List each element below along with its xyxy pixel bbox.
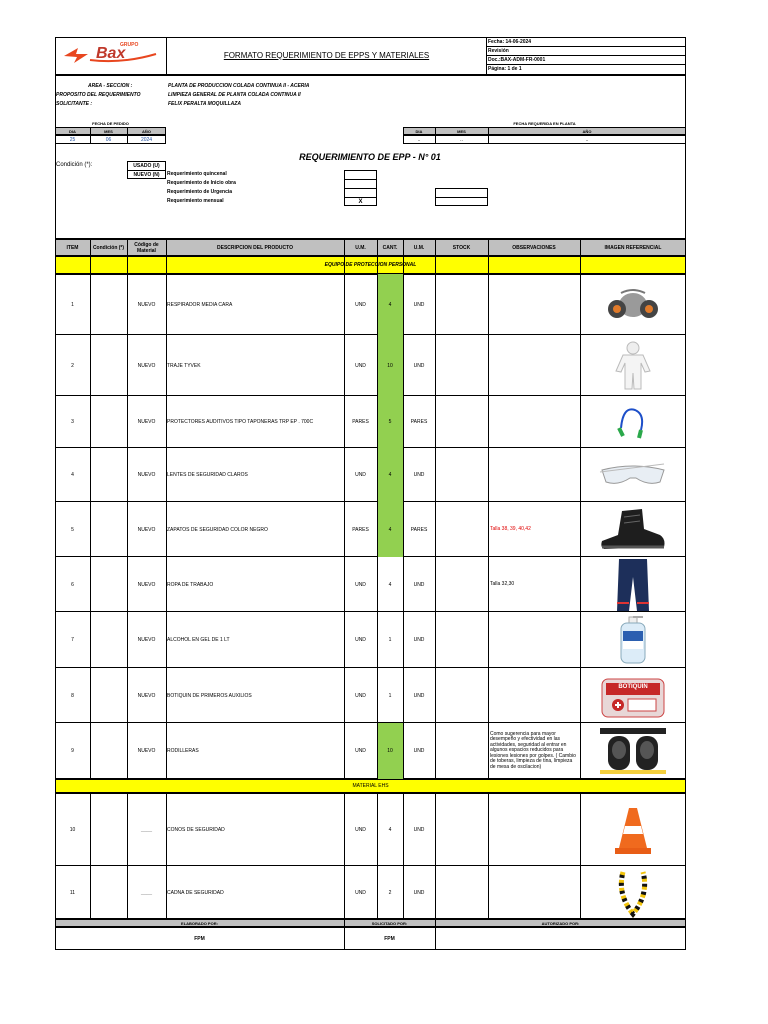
row-obs bbox=[488, 396, 580, 448]
row-cant: 1 bbox=[388, 692, 392, 699]
row-um: UND bbox=[355, 472, 366, 478]
condicion-usado: USADO (U) bbox=[133, 162, 160, 169]
pedido-anio: 2024 bbox=[140, 136, 153, 143]
respirator-icon bbox=[580, 274, 686, 335]
tipo-mensual: Requerimiento mensual bbox=[167, 198, 224, 204]
row-um2: UND bbox=[413, 889, 425, 896]
row-um: UND bbox=[355, 692, 366, 699]
tipo-urgencia: Requerimiento de Urgencia bbox=[167, 189, 233, 195]
row-obs: Talla 38, 39, 40,42 bbox=[490, 525, 531, 532]
column-divider bbox=[488, 239, 489, 779]
requerida-dia: .. bbox=[417, 136, 421, 143]
row-cod: NUEVO bbox=[137, 419, 156, 425]
condicion-nuevo: NUEVO (N) bbox=[133, 171, 160, 178]
safety-chain-icon bbox=[580, 866, 686, 919]
row-desc: TRAJE TYVEK bbox=[167, 362, 201, 369]
col-imagen: IMAGEN REFERENCIAL bbox=[604, 244, 662, 251]
row-obs bbox=[488, 793, 580, 866]
col-codigo: Código de Material bbox=[134, 241, 159, 254]
col-stock: STOCK bbox=[452, 244, 471, 251]
tipo-inicio-obra: Requerimiento de Inicio obra bbox=[167, 180, 236, 186]
row-obs bbox=[488, 335, 580, 396]
proposito-label: PROPOSITO DEL REQUERIMIENTO bbox=[56, 92, 141, 98]
row-cant: 10 bbox=[387, 362, 393, 369]
col-um: U.M. bbox=[355, 244, 366, 251]
row-obs: Como sugerencia para mayor desempeño y efectividad en las actividades, seguridad al entrar en algunos espacios reducidos para lesiones lesiones por golpes. ( Cambio de toberas, limpieza de tina, limpieza de mesa de oscilacion) bbox=[490, 730, 576, 770]
section-epp-label: EQUIPO DE PROTECCION PERSONAL bbox=[324, 262, 417, 268]
requerida-anio: .. bbox=[585, 136, 589, 143]
fecha-pedido-label: FECHA DE PEDIDO bbox=[92, 120, 129, 126]
header-fecha: Fecha: 14-06-2024 bbox=[488, 38, 532, 45]
earplugs-icon bbox=[580, 396, 686, 448]
row-obs: Talla 32,30 bbox=[490, 580, 515, 587]
row-cant: 10 bbox=[387, 748, 393, 754]
row-item: 9 bbox=[71, 748, 74, 754]
row-cod: ____ bbox=[140, 889, 153, 896]
row-um2: UND bbox=[413, 637, 425, 643]
section-ehs-label: MATERIAL EHS bbox=[352, 783, 389, 789]
proposito-value: LIMPIEZA GENERAL DE PLANTA COLADA CONTINUA II bbox=[168, 92, 301, 98]
row-desc: CADNA DE SEGURIDAD bbox=[167, 889, 224, 896]
row-obs bbox=[488, 274, 580, 335]
safety-boot-icon bbox=[580, 502, 686, 557]
area-label: AREA - SECCION : bbox=[88, 83, 133, 89]
row-um: UND bbox=[355, 889, 366, 896]
row-um: UND bbox=[355, 581, 366, 588]
row-cod: NUEVO bbox=[137, 526, 156, 533]
row-cant: 4 bbox=[388, 826, 392, 833]
column-divider bbox=[580, 793, 581, 919]
column-divider bbox=[344, 793, 345, 919]
solicitante-label: SOLICITANTE : bbox=[56, 101, 93, 107]
row-desc: CONOS DE SEGURIDAD bbox=[167, 826, 225, 833]
header-pagina: Página: 1 de 1 bbox=[488, 66, 522, 72]
row-desc: BOTIQUIN DE PRIMEROS AUXILIOS bbox=[167, 692, 252, 699]
row-cant: 4 bbox=[388, 301, 392, 308]
row-item: 1 bbox=[71, 301, 74, 308]
document-title: FORMATO REQUERIMIENTO DE EPPS Y MATERIALES bbox=[223, 50, 430, 60]
col-item: ITEM bbox=[66, 244, 79, 251]
col-observaciones: OBSERVACIONES bbox=[512, 244, 556, 251]
row-item: 3 bbox=[71, 419, 74, 425]
row-cod: NUEVO bbox=[137, 301, 156, 308]
row-um2: PARES bbox=[410, 526, 428, 533]
row-item: 4 bbox=[71, 472, 74, 478]
row-um: PARES bbox=[352, 526, 369, 533]
column-divider bbox=[403, 239, 404, 779]
row-cant: 4 bbox=[388, 526, 392, 533]
row-cant: 1 bbox=[388, 637, 392, 643]
row-um: UND bbox=[355, 748, 366, 754]
row-um2: UND bbox=[413, 301, 425, 308]
row-cod: NUEVO bbox=[137, 472, 156, 478]
row-item: 6 bbox=[71, 581, 74, 588]
column-divider bbox=[488, 793, 489, 919]
row-cant: 5 bbox=[388, 419, 392, 425]
row-desc: RESPIRADOR MEDIA CARA bbox=[167, 301, 233, 308]
row-item: 5 bbox=[71, 526, 74, 533]
requerida-mes: .. bbox=[460, 136, 463, 143]
row-um: UND bbox=[355, 301, 366, 308]
col-descripcion: DESCRIPCION DEL PRODUCTO bbox=[217, 244, 293, 251]
row-desc: LENTES DE SEGURIDAD CLAROS bbox=[167, 472, 248, 478]
gel-bottle-icon bbox=[580, 612, 686, 668]
autorizado-value bbox=[435, 927, 686, 950]
pedido-dia-label: DIA bbox=[69, 128, 76, 134]
row-item: 11 bbox=[69, 889, 76, 896]
row-cant: 2 bbox=[388, 889, 392, 896]
column-divider bbox=[435, 239, 436, 779]
tipo-quincenal: Requerimiento quincenal bbox=[167, 171, 227, 177]
area-value: PLANTA DE PRODUCCION COLADA CONTINUA II - ACERIA bbox=[168, 83, 310, 89]
requerida-dia-label: DIA bbox=[415, 128, 423, 134]
traffic-cone-icon bbox=[580, 793, 686, 866]
column-divider bbox=[127, 793, 128, 919]
header-revision: Revisión bbox=[488, 47, 509, 54]
row-item: 7 bbox=[71, 637, 74, 643]
coverall-suit-icon bbox=[580, 335, 686, 396]
row-um: UND bbox=[355, 826, 366, 833]
row-desc: ALCOHOL EN GEL DE 1 LT bbox=[167, 637, 230, 643]
condicion-label: Condición (*): bbox=[56, 162, 93, 168]
row-cod: NUEVO bbox=[137, 362, 156, 369]
row-cod: NUEVO bbox=[137, 581, 156, 588]
column-divider bbox=[377, 239, 378, 779]
solicitado-label: SOLICITADO POR: bbox=[371, 920, 408, 926]
column-divider bbox=[166, 793, 167, 919]
row-cod: ____ bbox=[140, 826, 153, 833]
work-pants-icon bbox=[580, 557, 686, 612]
row-obs bbox=[488, 612, 580, 668]
row-item: 10 bbox=[69, 826, 76, 833]
pedido-mes: 06 bbox=[105, 136, 112, 143]
row-obs bbox=[488, 866, 580, 919]
col-cant: CANT. bbox=[382, 244, 398, 251]
first-aid-kit-icon bbox=[580, 668, 686, 723]
row-desc: PROTECTORES AUDITIVOS TIPO TAPONERAS TRP EP . 700C bbox=[167, 419, 314, 425]
row-um2: UND bbox=[413, 692, 425, 699]
column-divider bbox=[90, 239, 91, 779]
row-cant: 4 bbox=[388, 472, 392, 478]
safety-glasses-icon bbox=[580, 448, 686, 502]
requerida-mes-label: MES bbox=[457, 128, 466, 134]
row-um: UND bbox=[355, 362, 366, 369]
row-um2: UND bbox=[413, 472, 425, 478]
row-um2: PARES bbox=[410, 419, 428, 425]
row-cant: 4 bbox=[388, 581, 392, 588]
column-divider bbox=[166, 239, 167, 779]
row-obs bbox=[488, 448, 580, 502]
row-um: PARES bbox=[352, 419, 369, 425]
column-divider bbox=[344, 239, 345, 779]
row-cod: NUEVO bbox=[137, 637, 156, 643]
column-divider bbox=[377, 793, 378, 919]
column-divider bbox=[580, 239, 581, 779]
row-cod: NUEVO bbox=[137, 692, 156, 699]
logo-small-text: GRUPO bbox=[120, 42, 139, 48]
requerida-anio-label: AÑO bbox=[582, 128, 592, 134]
header-doc: Doc.:BAX-ADM-FR-0001 bbox=[488, 56, 546, 63]
row-desc: ZAPATOS DE SEGURIDAD COLOR NEGRO bbox=[167, 526, 268, 533]
elaborado-value: FPM bbox=[194, 935, 205, 942]
first-aid-kit-label: BOTIQUIN bbox=[618, 684, 648, 690]
fecha-requerida-label: FECHA REQUERIDA EN PLANTA bbox=[513, 120, 576, 126]
row-cod: NUEVO bbox=[137, 748, 156, 754]
knee-pads-icon bbox=[580, 723, 686, 779]
company-logo bbox=[62, 42, 160, 68]
row-desc: ROPA DE TRABAJO bbox=[167, 581, 214, 588]
pedido-mes-label: MES bbox=[104, 128, 113, 134]
requerimiento-title: REQUERIMIENTO DE EPP - N° 01 bbox=[299, 152, 441, 162]
solicitante-value: FELIX PERALTA MOQUILLAZA bbox=[168, 101, 241, 107]
row-item: 8 bbox=[71, 692, 74, 699]
col-condicion: Condición (*) bbox=[92, 244, 125, 251]
tipo-mensual-mark: X bbox=[358, 198, 363, 205]
row-um2: UND bbox=[413, 362, 425, 369]
row-um2: UND bbox=[413, 581, 425, 588]
row-um2: UND bbox=[413, 826, 425, 833]
elaborado-label: ELABORADO POR: bbox=[181, 920, 218, 926]
pedido-dia: 25 bbox=[69, 136, 76, 143]
row-um: UND bbox=[355, 637, 366, 643]
column-divider bbox=[127, 239, 128, 779]
row-item: 2 bbox=[71, 362, 74, 369]
row-um2: UND bbox=[413, 748, 425, 754]
column-divider bbox=[435, 793, 436, 919]
col-um2: U.M. bbox=[413, 244, 425, 251]
logo-brand-text: Bax bbox=[96, 45, 126, 62]
pedido-anio-label: AÑO bbox=[142, 128, 151, 134]
column-divider bbox=[403, 793, 404, 919]
row-desc: RODILLERAS bbox=[167, 748, 199, 754]
autorizado-label: AUTORIZADO POR: bbox=[541, 920, 580, 926]
row-obs bbox=[488, 668, 580, 723]
column-divider bbox=[90, 793, 91, 919]
solicitado-value: FPM bbox=[384, 935, 395, 942]
